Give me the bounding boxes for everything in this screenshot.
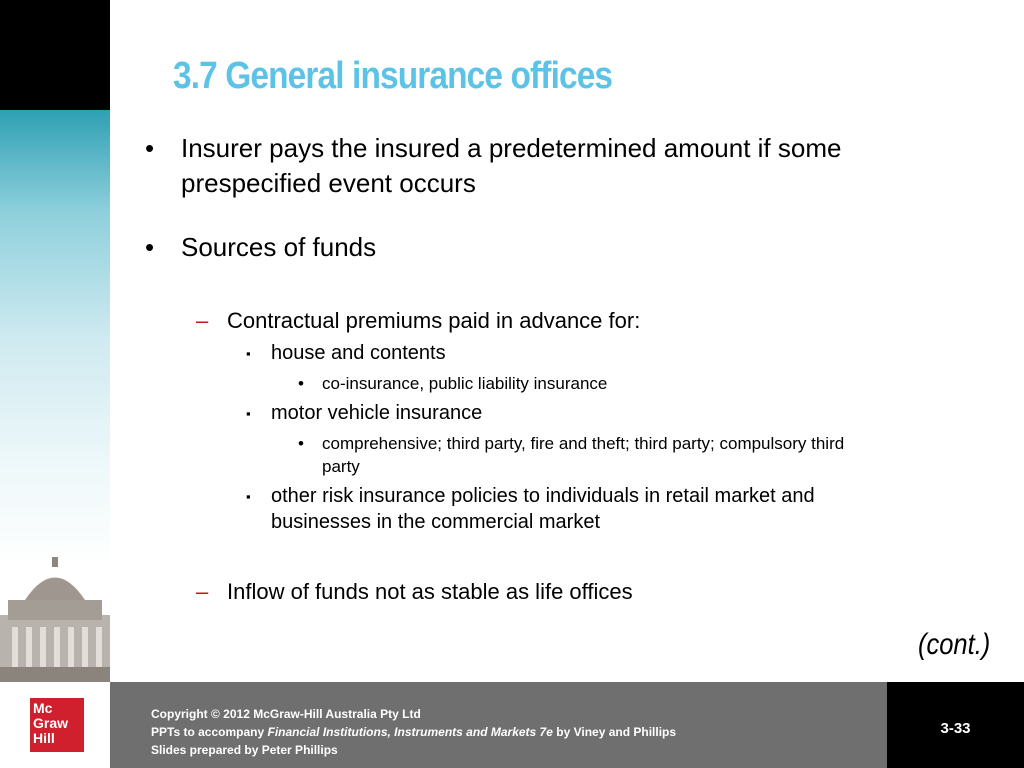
- logo-line: Graw: [33, 715, 69, 731]
- square-marker: ▪: [246, 406, 251, 421]
- page-number: 3-33: [940, 720, 971, 737]
- ppts-line: [151, 723, 676, 741]
- prepared-by-text: Slides prepared by Peter Phillips: [151, 743, 338, 757]
- mcgraw-hill-logo: [30, 698, 84, 752]
- level4-text: party: [322, 457, 360, 476]
- dot-marker: •: [298, 374, 304, 393]
- square-marker: ▪: [246, 346, 251, 361]
- footer-copyright-block: [151, 705, 676, 759]
- square-marker: ▪: [246, 489, 251, 504]
- dash-marker: –: [196, 308, 209, 333]
- sub-bullet-text: Contractual premiums paid in advance for:: [227, 308, 641, 333]
- bullet-text: Insurer pays the insured a predetermined amount if some: [181, 133, 842, 163]
- building-illustration: [0, 555, 110, 682]
- top-left-black-block: [0, 0, 110, 110]
- ppts-suffix: by Viney and Phillips: [556, 725, 677, 739]
- sub-sub-bullet-text: motor vehicle insurance: [271, 402, 483, 424]
- level4-text: comprehensive; third party, fire and theft; third party; compulsory third: [322, 434, 845, 453]
- slide-title: 3.7 General insurance offices: [173, 55, 613, 97]
- bullet-text: prespecified event occurs: [181, 168, 476, 198]
- sub-sub-bullet-text: house and contents: [271, 342, 446, 364]
- level4-text: co-insurance, public liability insurance: [322, 374, 608, 393]
- logo-line: Mc: [33, 700, 53, 716]
- dash-marker: –: [196, 579, 209, 604]
- ppts-prefix: PPTs to accompany: [151, 725, 265, 739]
- dot-marker: •: [298, 434, 304, 453]
- copyright-text: Copyright © 2012 McGraw-Hill Australia Pty Ltd: [151, 707, 421, 721]
- sub-sub-bullet-text: businesses in the commercial market: [271, 511, 601, 533]
- book-title: Financial Institutions, Instruments and Markets 7e: [267, 725, 553, 739]
- bullet-marker: •: [145, 133, 155, 163]
- bullet-marker: •: [145, 232, 155, 262]
- sub-bullet-text: Inflow of funds not as stable as life offices: [227, 579, 633, 604]
- sub-sub-bullet-text: other risk insurance policies to individuals in retail market and: [271, 485, 815, 507]
- continued-label: (cont.): [918, 628, 991, 661]
- logo-line: Hill: [33, 730, 55, 746]
- bullet-text: Sources of funds: [181, 232, 377, 262]
